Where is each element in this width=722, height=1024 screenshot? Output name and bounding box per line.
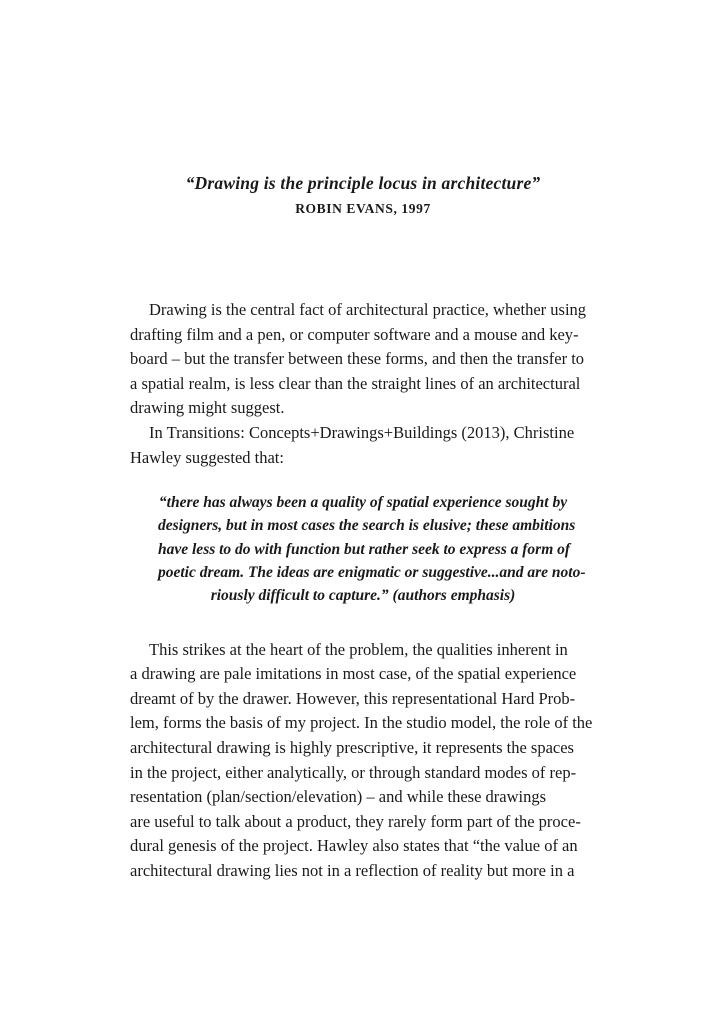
text-line: have less to do with function but rather seek to express a form of <box>158 540 571 558</box>
text-column <box>130 0 596 884</box>
text-line: dreamt of by the drawer. However, this representational Hard Prob- <box>130 688 576 708</box>
paragraph-1 <box>130 298 596 421</box>
text-line: Hawley suggested that: <box>130 447 284 467</box>
epigraph <box>130 170 596 218</box>
text-line: This strikes at the heart of the problem, the qualities inherent in <box>149 639 568 659</box>
text-line: are useful to talk about a product, they rarely form part of the proce- <box>130 811 581 831</box>
text-line: a spatial realm, is less clear than the straight lines of an architectural <box>130 373 581 393</box>
text-line: dural genesis of the project. Hawley also states that “the value of an <box>130 836 578 856</box>
text-line: designers, but in most cases the search is elusive; these ambitions <box>158 517 576 535</box>
text-line: In Transitions: Concepts+Drawings+Buildings (2013), Christine <box>149 422 575 442</box>
epigraph-quote: “Drawing is the principle locus in architecture” <box>185 173 541 193</box>
text-line: drafting film and a pen, or computer software and a mouse and key- <box>130 324 579 344</box>
text-line: poetic dream. The ideas are enigmatic or suggestive...and are noto- <box>158 564 586 582</box>
text-line: architectural drawing is highly prescriptive, it represents the spaces <box>130 738 574 758</box>
text-line: “there has always been a quality of spatial experience sought by <box>158 494 568 512</box>
block-quote <box>130 491 596 607</box>
text-line: lem, forms the basis of my project. In the studio model, the role of the <box>130 713 593 733</box>
text-line: riously difficult to capture.” (authors emphasis) <box>210 587 516 605</box>
text-line: resentation (plan/section/elevation) – and while these drawings <box>130 787 547 807</box>
text-line: architectural drawing lies not in a reflection of reality but more in a <box>130 860 575 880</box>
paragraph-3 <box>130 638 596 884</box>
text-line: drawing might suggest. <box>130 398 285 418</box>
text-line: board – but the transfer between these forms, and then the transfer to <box>130 349 585 369</box>
text-line: in the project, either analytically, or through standard modes of rep- <box>130 762 577 782</box>
paragraph-2 <box>130 421 596 470</box>
text-line: Drawing is the central fact of architectural practice, whether using <box>149 300 587 319</box>
text-line: a drawing are pale imitations in most case, of the spatial experience <box>130 664 577 684</box>
epigraph-attribution: ROBIN EVANS, 1997 <box>295 201 431 216</box>
